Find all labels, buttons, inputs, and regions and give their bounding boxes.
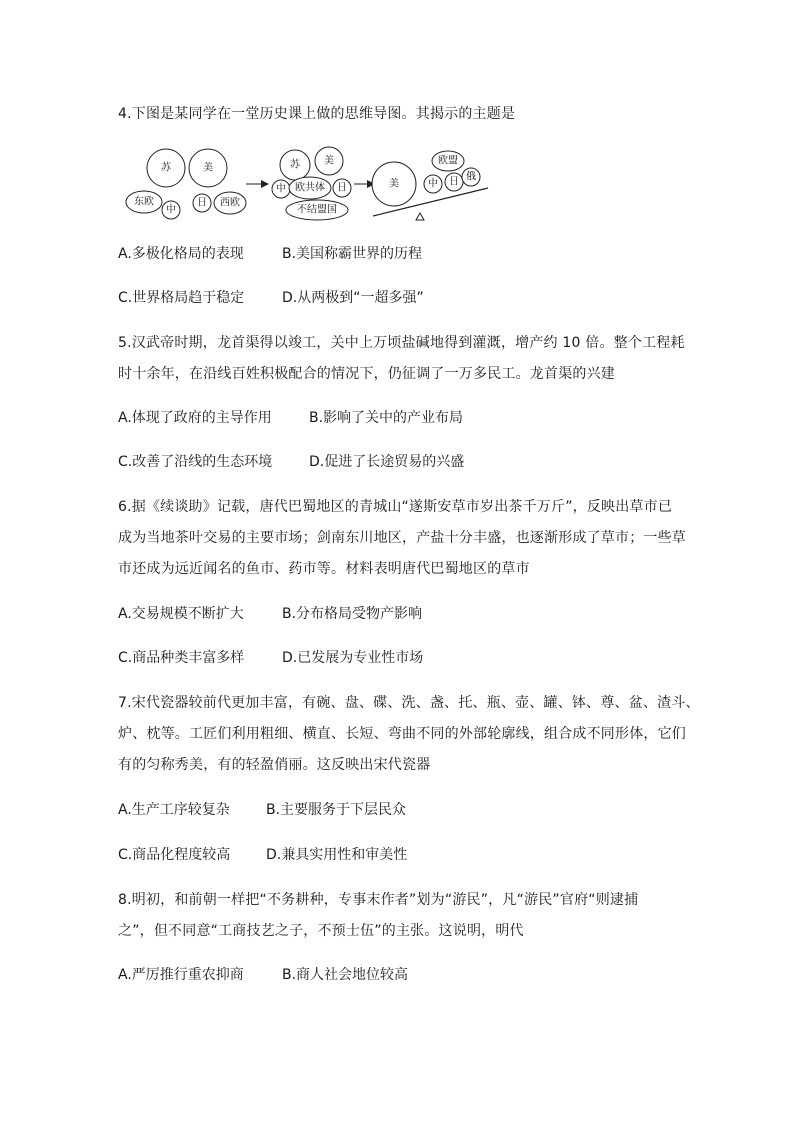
q6-option-a[interactable]: A.交易规模不断扩大 — [118, 606, 244, 622]
label-japan-1: 日 — [197, 197, 207, 209]
label-us-3: 美 — [389, 178, 399, 190]
q7-option-c[interactable]: C.商品化程度较高 — [118, 847, 231, 863]
fulcrum-triangle — [416, 213, 424, 220]
q7-stem-line-1: 7.宋代瓷器较前代更加丰富，有碗、盘、碟、洗、盏、托、瓶、壶、罐、钵、尊、盆、渣斗、 — [118, 695, 700, 711]
q4-option-a[interactable]: A.多极化格局的表现 — [118, 246, 244, 262]
q5-option-a[interactable]: A.体现了政府的主导作用 — [118, 410, 272, 426]
q4-mind-map-diagram — [118, 140, 498, 232]
label-su-1: 苏 — [161, 162, 171, 174]
q6-stem-line-3: 市还成为远近闻名的鱼市、药市等。材料表明唐代巴蜀地区的草市 — [118, 561, 530, 577]
q7-stem-line-3: 有的匀称秀美，有的轻盈俏丽。这反映出宋代瓷器 — [118, 757, 431, 773]
label-us-1: 美 — [203, 162, 213, 174]
label-japan-3: 日 — [449, 176, 459, 188]
q6-option-c[interactable]: C.商品种类丰富多样 — [118, 650, 245, 666]
stage2-transition — [272, 147, 351, 220]
q5-stem-line-2: 时十余年，在沿线百姓积极配合的情况下，仍征调了一万多民工。龙首渠的兴建 — [118, 366, 615, 382]
q8-stem-line-1: 8.明初，和前朝一样把“不务耕种，专事末作者”划为“游民”，凡“游民”官府“则逮捕 — [118, 892, 639, 908]
stage1-bipolar — [126, 149, 246, 219]
label-west-eu: 西欧 — [220, 197, 240, 209]
q8-option-a[interactable]: A.严厉推行重农抑商 — [118, 967, 244, 983]
q6-option-b[interactable]: B.分布格局受物产影响 — [282, 606, 423, 622]
q6-stem-line-2: 成为当地茶叶交易的主要市场；剑南东川地区，产盐十分丰盛，也逐渐形成了草市；一些草 — [118, 530, 686, 546]
label-nonaligned: 不结盟国 — [297, 204, 337, 216]
q4-stem: 4.下图是某同学在一堂历史课上做的思维导图。其揭示的主题是 — [118, 106, 516, 122]
label-su-2: 苏 — [290, 159, 300, 171]
q6-option-d[interactable]: D.已发展为专业性市场 — [282, 650, 424, 666]
q4-option-b[interactable]: B.美国称霸世界的历程 — [282, 246, 423, 262]
q4-option-d[interactable]: D.从两极到“一超多强” — [282, 290, 424, 306]
q4-option-c[interactable]: C.世界格局趋于稳定 — [118, 290, 245, 306]
q5-option-c[interactable]: C.改善了沿线的生态环境 — [118, 454, 273, 470]
label-russia: 俄 — [466, 171, 476, 183]
q5-stem-line-1: 5.汉武帝时期，龙首渠得以竣工，关中上万顷盐碱地得到灌溉，增产约 10 倍。整个工程耗 — [118, 335, 685, 351]
label-eu: 欧盟 — [438, 155, 458, 167]
label-china-1: 中 — [166, 204, 176, 216]
stage3-multipolar — [372, 151, 488, 220]
label-japan-2: 日 — [337, 182, 347, 194]
q7-option-d[interactable]: D.兼具实用性和审美性 — [266, 847, 408, 863]
q7-option-b[interactable]: B.主要服务于下层民众 — [266, 802, 407, 818]
q7-stem-line-2: 炉、枕等。工匠们利用粗细、横直、长短、弯曲不同的外部轮廓线，组合成不同形体，它们 — [118, 726, 686, 742]
label-us-2: 美 — [324, 155, 334, 167]
q5-option-b[interactable]: B.影响了关中的产业布局 — [309, 410, 464, 426]
q8-stem-line-2: 之”，但不同意“工商技艺之子，不预士伍”的主张。这说明，明代 — [118, 923, 524, 939]
label-east-eu: 东欧 — [134, 196, 154, 208]
q5-option-d[interactable]: D.促进了长途贸易的兴盛 — [309, 454, 465, 470]
q8-option-b[interactable]: B.商人社会地位较高 — [282, 967, 409, 983]
label-china-3: 中 — [428, 178, 438, 190]
q7-option-a[interactable]: A.生产工序较复杂 — [118, 802, 230, 818]
label-ec: 欧共体 — [295, 182, 325, 194]
label-china-2: 中 — [276, 183, 286, 195]
q6-stem-line-1: 6.据《续谈助》记载，唐代巴蜀地区的青城山“遂斯安草市岁出茶千万斤”，反映出草市已 — [118, 499, 673, 515]
